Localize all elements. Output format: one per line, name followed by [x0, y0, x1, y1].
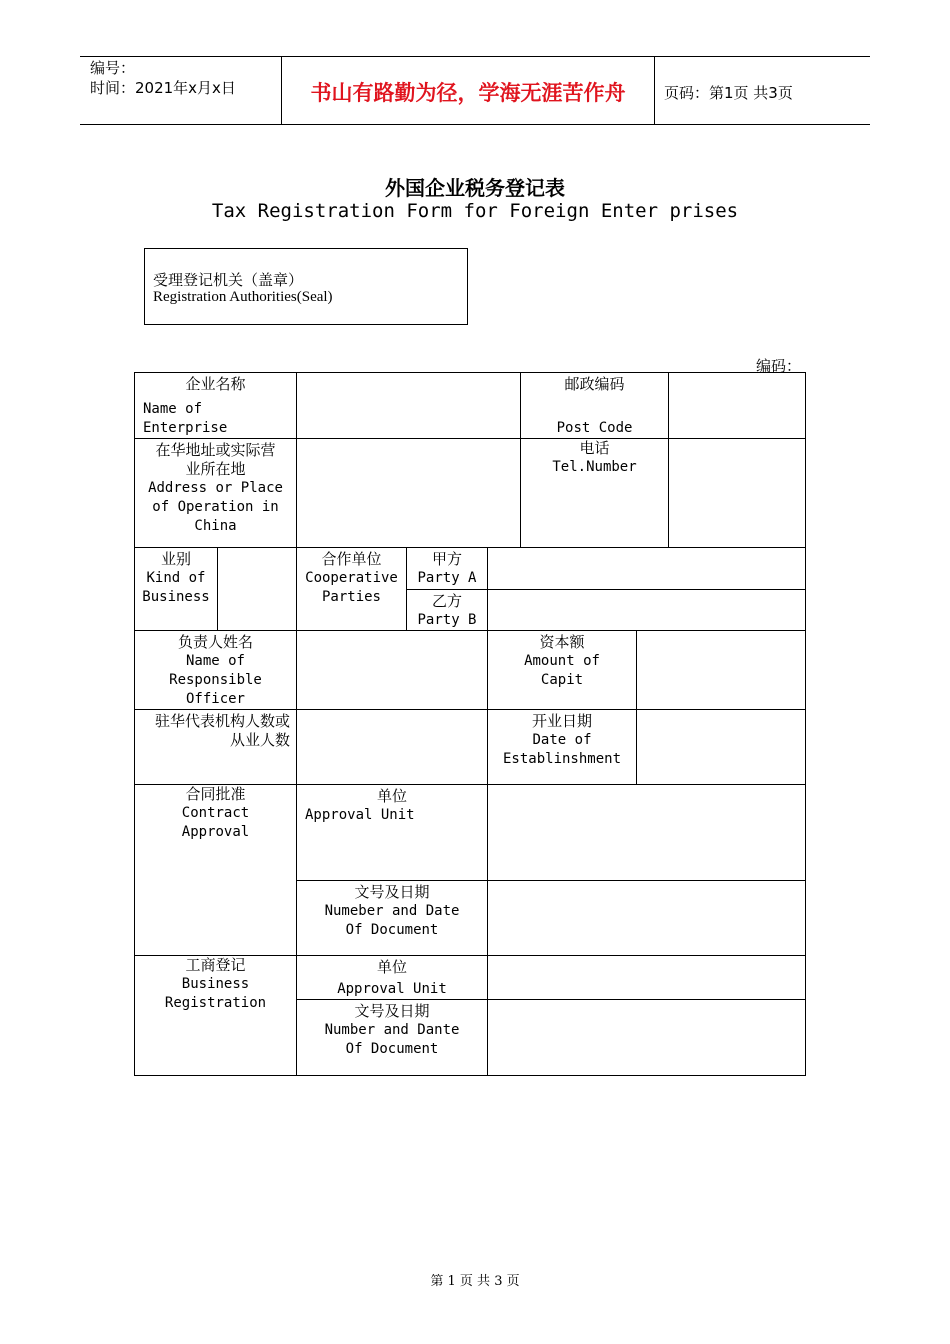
address-field[interactable]: [297, 439, 521, 548]
header-top-rule: [80, 56, 870, 57]
reg-document-field[interactable]: [488, 1000, 806, 1076]
establish-date-field[interactable]: [637, 710, 806, 785]
page-title-en: Tax Registration Form for Foreign Enter prises: [211, 200, 739, 222]
business-registration-cn: 工商登记: [185, 956, 246, 974]
address-cn: 在华地址或实际营业所在地: [155, 441, 276, 478]
table-row: [135, 631, 806, 710]
document-number-cn: 文号及日期: [354, 883, 430, 901]
officer-label: [135, 631, 297, 710]
address-en: Address or Place of Operation in China: [148, 480, 283, 534]
business-kind-en: Kind of Business: [142, 570, 210, 605]
enterprise-name-cn: 企业名称: [185, 375, 246, 393]
approval-unit-field[interactable]: [488, 785, 806, 881]
party-a-field[interactable]: [488, 548, 806, 590]
reg-document-en: Number and Dante Of Document: [324, 1022, 460, 1057]
header-bottom-rule: [80, 124, 870, 125]
post-code-cn: 邮政编码: [564, 375, 625, 393]
business-registration-en: Business Registration: [164, 976, 267, 1011]
reg-unit-en: Approval Unit: [337, 981, 447, 997]
business-kind-field[interactable]: [218, 548, 297, 631]
tel-field[interactable]: [669, 439, 806, 548]
table-row: [135, 439, 806, 548]
tel-cn: 电话: [579, 439, 610, 457]
cooperative-cn: 合作单位: [321, 550, 382, 568]
officer-field[interactable]: [297, 631, 488, 710]
staff-count-field[interactable]: [297, 710, 488, 785]
enterprise-name-en: Name of Enterprise: [143, 401, 228, 436]
table-row: [135, 785, 806, 881]
header-meta: [90, 58, 236, 98]
enterprise-name-label: [135, 373, 297, 439]
staff-count-label: [135, 710, 297, 785]
table-row: [135, 548, 806, 590]
registration-form-table: [134, 372, 806, 1076]
address-label: [135, 439, 297, 548]
code-label: 编码：: [756, 357, 802, 375]
document-number-field[interactable]: [488, 881, 806, 956]
table-row: [135, 710, 806, 785]
officer-en: Name of Responsible Officer: [169, 653, 262, 707]
enterprise-name-field[interactable]: [297, 373, 521, 439]
capital-en: Amount of Capit: [524, 653, 600, 688]
reg-unit-field[interactable]: [488, 956, 806, 1000]
establish-date-cn: 开业日期: [532, 712, 593, 730]
contract-approval-en: Contract Approval: [181, 805, 250, 840]
tel-label: [521, 439, 669, 548]
post-code-label: [521, 373, 669, 439]
approval-unit-label: [297, 785, 488, 881]
capital-cn: 资本额: [539, 633, 585, 651]
post-code-field[interactable]: [669, 373, 806, 439]
tel-en: Tel.Number: [552, 459, 637, 475]
party-a-en: Party A: [417, 570, 477, 586]
party-b-cn: 乙方: [431, 592, 462, 610]
business-kind-label: [135, 548, 218, 631]
contract-approval-label: [135, 785, 297, 956]
party-a-label: [407, 548, 488, 590]
reg-document-cn: 文号及日期: [354, 1002, 430, 1020]
staff-count-cn: 驻华代表机构人数或从业人数: [154, 712, 290, 749]
business-registration-label: [135, 956, 297, 1076]
party-a-cn: 甲方: [431, 550, 462, 568]
capital-field[interactable]: [637, 631, 806, 710]
seal-label-cn: 受理登记机关（盖章）: [153, 271, 304, 289]
capital-label: [488, 631, 637, 710]
header-page-number: 页码：第1页 共3页: [664, 84, 793, 102]
establish-date-en: Date of Establinshment: [503, 732, 622, 767]
table-row: [135, 373, 806, 439]
post-code-en: Post Code: [556, 420, 633, 436]
establish-date-label: [488, 710, 637, 785]
business-kind-cn: 业别: [160, 550, 191, 568]
table-row: [135, 956, 806, 1000]
doc-time-label: 时间：2021年x月x日: [90, 79, 236, 97]
party-b-field[interactable]: [488, 590, 806, 631]
party-b-en: Party B: [417, 612, 477, 628]
approval-unit-en: Approval Unit: [305, 807, 415, 823]
reg-unit-cn: 单位: [376, 958, 407, 976]
document-number-en: Numeber and Date Of Document: [324, 903, 460, 938]
doc-number-label: 编号：: [90, 59, 136, 77]
reg-document-label: [297, 1000, 488, 1076]
cooperative-en: Cooperative Parties: [305, 570, 398, 605]
approval-unit-cn: 单位: [376, 787, 407, 805]
document-number-label: [297, 881, 488, 956]
header-motto: 书山有路勤为径，学海无涯苦作舟: [310, 81, 626, 105]
party-b-label: [407, 590, 488, 631]
contract-approval-cn: 合同批准: [185, 785, 246, 803]
officer-cn: 负责人姓名: [177, 633, 253, 651]
cooperative-parties-label: [297, 548, 407, 631]
page-footer: 第 1 页 共 3 页: [430, 1274, 520, 1289]
page-title-cn: 外国企业税务登记表: [385, 176, 565, 200]
seal-label-en: Registration Authorities(Seal): [153, 289, 333, 305]
reg-unit-label: [297, 956, 488, 1000]
header-divider-2: [654, 56, 655, 125]
